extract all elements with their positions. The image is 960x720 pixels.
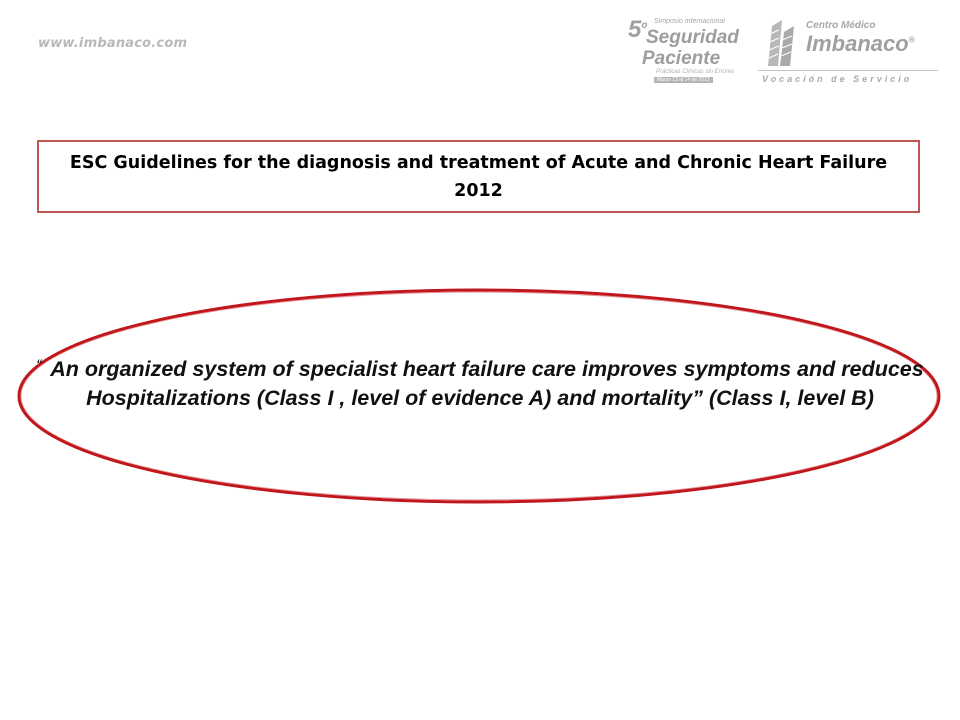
quote-body: An organized system of specialist heart failure care improves symptoms and reduces Hospitalizations (Class I , level of evidence A) and mortality” (Class I, level B) [50,357,924,410]
symposium-word-seguridad: Seguridad [646,27,739,48]
title-box [37,140,920,213]
symposium-tagline: Prácticas Clínicas sin Errores [656,69,735,75]
cmi-name-line2: Imbanaco® [806,31,915,56]
symposium-logo [626,14,748,86]
cmi-tagline: Vocación de Servicio [762,74,913,84]
site-url[interactable]: www.imbanaco.com [38,36,188,51]
open-quote-mark: “ [36,357,43,371]
symposium-number: 5$^o$ [628,16,648,43]
symposium-word-paciente: Paciente [642,48,721,69]
quote-text [30,350,930,413]
cmi-divider [758,70,938,71]
slide-title: ESC Guidelines for the diagnosis and treatment of Acute and Chronic Heart Failure 2012 [69,152,888,201]
centro-medico-imbanaco-logo [758,18,942,90]
cmi-name-line1: Centro Médico [806,20,876,31]
symposium-date: Marzo 13 al 14 de 2013 [654,77,713,83]
symposium-subtitle: Simposio Internacional [654,18,725,25]
imbanaco-building-icon [758,18,804,68]
